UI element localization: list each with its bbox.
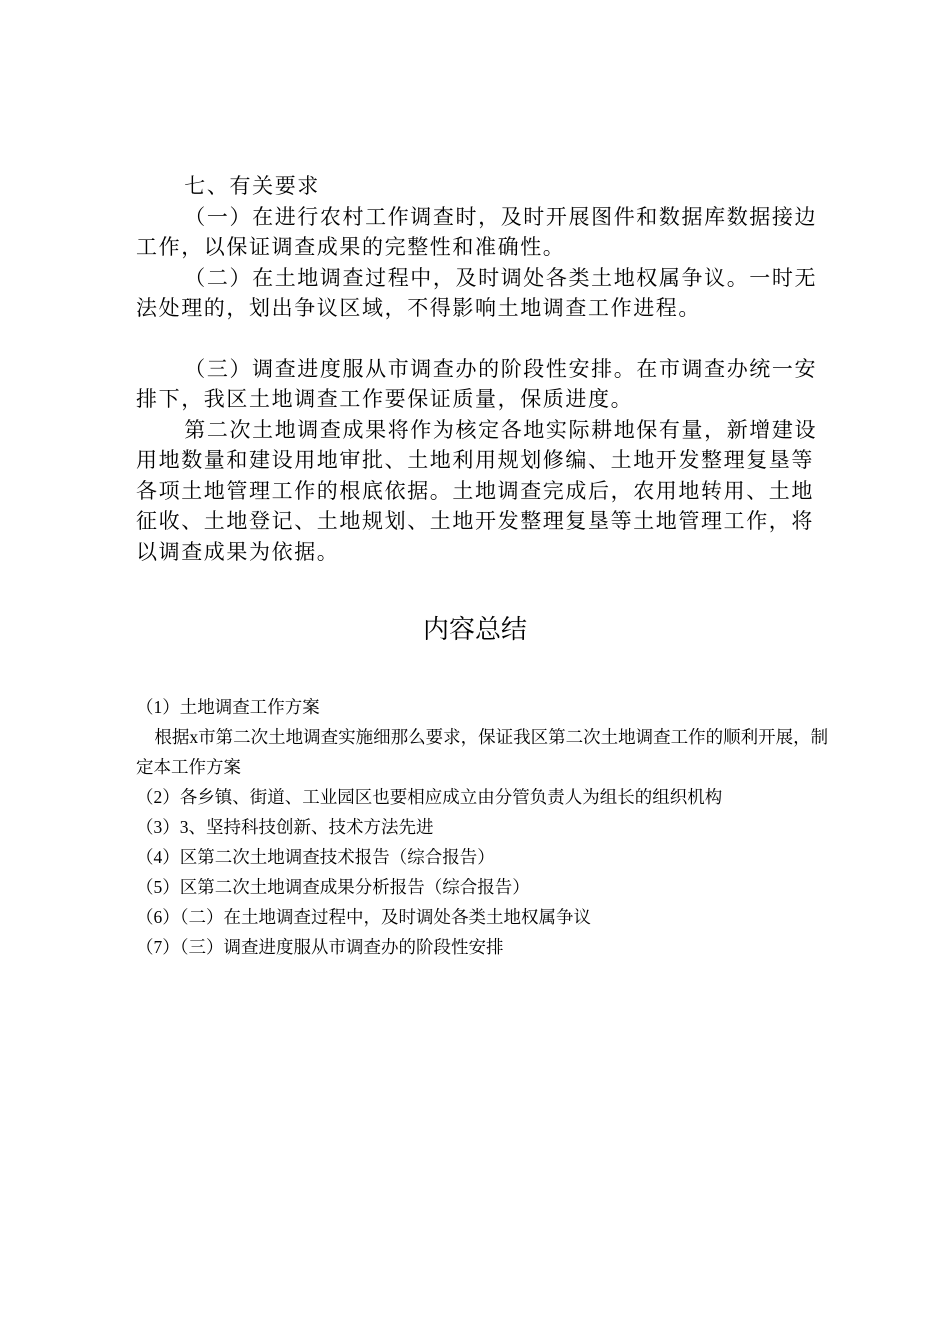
summary-title: 内容总结 [422,615,527,645]
summary-item-description: 根据x市第二次土地调查实施细那么要求，保证我区第二次土地调查工作的顺利开展，制定本工作方案 [136,727,829,777]
requirement-paragraph-2: （二）在土地调查过程中，及时调处各类土地权属争议。一时无法处理的，划出争议区域，不得影响土地调查工作进程。 [136,265,818,320]
summary-item-7: （7）（三）调查进度服从市调查办的阶段性安排 [136,937,504,957]
summary-item-6: （6）（二）在土地调查过程中，及时调处各类土地权属争议 [136,907,591,927]
requirement-paragraph-3: （三）调查进度服从市调查办的阶段性安排。在市调查办统一安排下，我区土地调查工作要保证质量，保质进度。 [136,356,818,411]
requirements-section [136,171,836,567]
results-paragraph: 第二次土地调查成果将作为核定各地实际耕地保有量，新增建设用地数量和建设用地审批、土地利用规划修编、土地开发整理复垦等各项土地管理工作的根底依据。土地调查完成后，农用地转用、土地征收、土地登记、土地规划、土地开发整理复垦等土地管理工作，将以调查成果为依据。 [136,417,818,564]
summary-item-3: （3）3、坚持科技创新、技术方法先进 [136,817,434,837]
summary-item-5: （5）区第二次土地调查成果分析报告（综合报告） [136,877,530,897]
summary-list [136,692,836,962]
summary-item-1: （1）土地调查工作方案 [136,697,320,717]
requirement-paragraph-1: （一）在进行农村工作调查时，及时开展图件和数据库数据接边工作，以保证调查成果的完整性和准确性。 [136,204,818,259]
summary-item-4: （4）区第二次土地调查技术报告（综合报告） [136,847,495,867]
section-heading: 七、有关要求 [184,174,320,198]
summary-item-2: （2）各乡镇、街道、工业园区也要相应成立由分管负责人为组长的组织机构 [136,787,723,807]
